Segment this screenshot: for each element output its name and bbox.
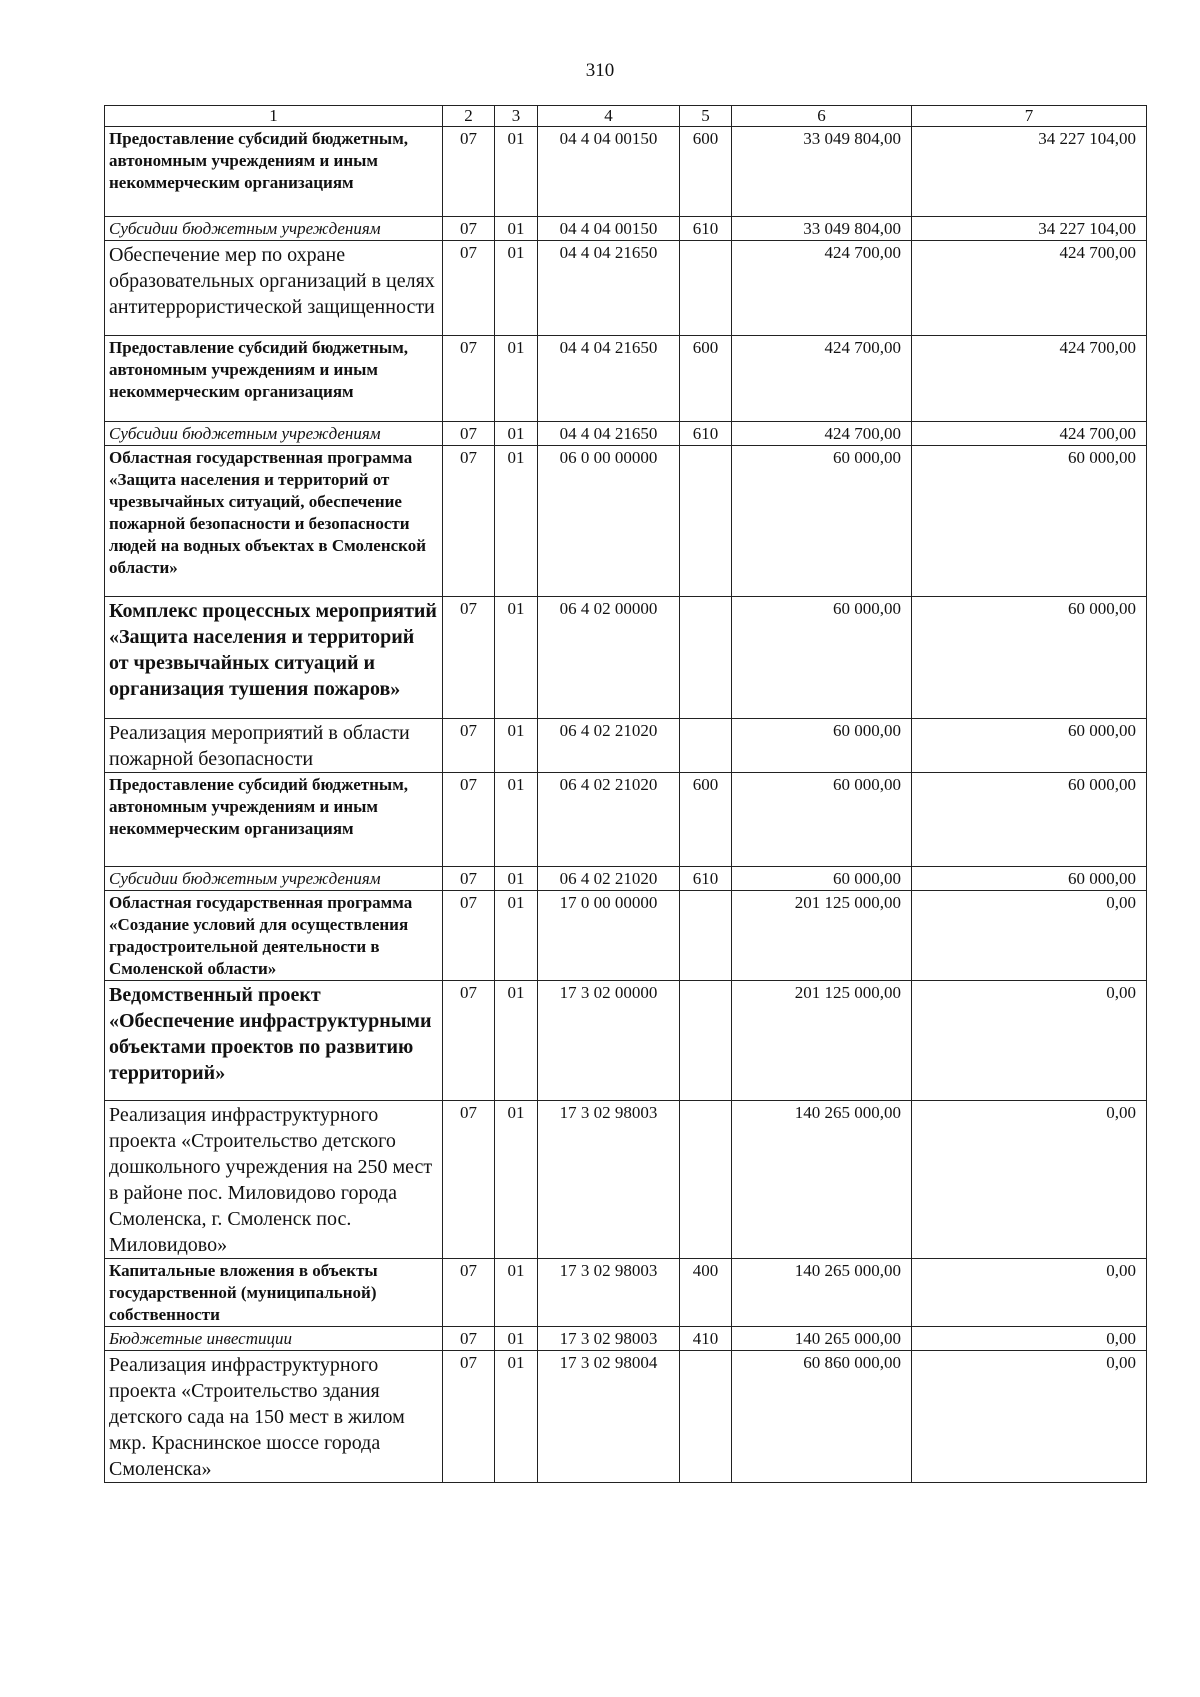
expense-type-cell <box>680 891 732 981</box>
table-row <box>105 1351 1147 1483</box>
expense-type-cell: 610 <box>680 422 732 446</box>
table-row <box>105 127 1147 217</box>
row-name-cell: Ведомственный проект «Обеспечение инфраструктурными объектами проектов по развитию территорий» <box>105 981 443 1101</box>
amount-year2-cell: 60 000,00 <box>912 773 1147 867</box>
table-row <box>105 336 1147 422</box>
subsection-code-cell: 01 <box>495 1259 538 1327</box>
header-col-7: 7 <box>912 106 1147 127</box>
amount-year2-cell: 60 000,00 <box>912 446 1147 597</box>
section-code-cell: 07 <box>443 1351 495 1483</box>
page-number: 310 <box>585 60 615 81</box>
subsection-code-cell: 01 <box>495 422 538 446</box>
target-article-cell: 17 3 02 98004 <box>538 1351 680 1483</box>
amount-year2-cell: 424 700,00 <box>912 422 1147 446</box>
row-name-cell: Комплекс процессных мероприятий «Защита населения и территорий от чрезвычайных ситуаций и организация тушения пожаров» <box>105 597 443 719</box>
amount-year2-cell: 60 000,00 <box>912 867 1147 891</box>
amount-year2-cell: 60 000,00 <box>912 719 1147 773</box>
row-name-cell: Субсидии бюджетным учреждениям <box>105 867 443 891</box>
amount-year1-cell: 60 000,00 <box>732 867 912 891</box>
row-name-cell: Реализация инфраструктурного проекта «Строительство детского дошкольного учреждения на 250 мест в районе пос. Миловидово города Смоленска, г. Смоленск пос. Миловидово» <box>105 1101 443 1259</box>
amount-year1-cell: 33 049 804,00 <box>732 127 912 217</box>
section-code-cell: 07 <box>443 891 495 981</box>
header-col-1: 1 <box>105 106 443 127</box>
table-row <box>105 446 1147 597</box>
amount-year1-cell: 140 265 000,00 <box>732 1101 912 1259</box>
section-code-cell: 07 <box>443 241 495 336</box>
row-name-cell: Обеспечение мер по охране образовательных организаций в целях антитеррористической защищенности <box>105 241 443 336</box>
expense-type-cell <box>680 1351 732 1483</box>
row-name-cell: Капитальные вложения в объекты государственной (муниципальной) собственности <box>105 1259 443 1327</box>
amount-year1-cell: 201 125 000,00 <box>732 981 912 1101</box>
table-row <box>105 981 1147 1101</box>
subsection-code-cell: 01 <box>495 891 538 981</box>
amount-year2-cell: 34 227 104,00 <box>912 127 1147 217</box>
expense-type-cell: 600 <box>680 127 732 217</box>
target-article-cell: 06 4 02 21020 <box>538 867 680 891</box>
section-code-cell: 07 <box>443 217 495 241</box>
target-article-cell: 17 3 02 98003 <box>538 1327 680 1351</box>
section-code-cell: 07 <box>443 336 495 422</box>
table-row <box>105 867 1147 891</box>
expense-type-cell: 410 <box>680 1327 732 1351</box>
amount-year1-cell: 424 700,00 <box>732 241 912 336</box>
amount-year1-cell: 140 265 000,00 <box>732 1327 912 1351</box>
section-code-cell: 07 <box>443 1259 495 1327</box>
section-code-cell: 07 <box>443 1101 495 1259</box>
amount-year1-cell: 60 000,00 <box>732 597 912 719</box>
table-row <box>105 891 1147 981</box>
row-name-cell: Реализация мероприятий в области пожарной безопасности <box>105 719 443 773</box>
target-article-cell: 04 4 04 21650 <box>538 336 680 422</box>
section-code-cell: 07 <box>443 981 495 1101</box>
section-code-cell: 07 <box>443 597 495 719</box>
target-article-cell: 06 4 02 21020 <box>538 773 680 867</box>
subsection-code-cell: 01 <box>495 446 538 597</box>
amount-year1-cell: 60 000,00 <box>732 446 912 597</box>
expense-type-cell <box>680 1101 732 1259</box>
amount-year2-cell: 0,00 <box>912 1351 1147 1483</box>
table-row <box>105 719 1147 773</box>
amount-year2-cell: 60 000,00 <box>912 597 1147 719</box>
target-article-cell: 17 3 02 98003 <box>538 1259 680 1327</box>
target-article-cell: 04 4 04 21650 <box>538 422 680 446</box>
section-code-cell: 07 <box>443 422 495 446</box>
subsection-code-cell: 01 <box>495 597 538 719</box>
table-row <box>105 241 1147 336</box>
target-article-cell: 06 0 00 00000 <box>538 446 680 597</box>
row-name-cell: Предоставление субсидий бюджетным, автономным учреждениям и иным некоммерческим организациям <box>105 127 443 217</box>
subsection-code-cell: 01 <box>495 127 538 217</box>
amount-year1-cell: 424 700,00 <box>732 422 912 446</box>
amount-year2-cell: 424 700,00 <box>912 336 1147 422</box>
row-name-cell: Субсидии бюджетным учреждениям <box>105 422 443 446</box>
amount-year1-cell: 33 049 804,00 <box>732 217 912 241</box>
amount-year2-cell: 0,00 <box>912 1327 1147 1351</box>
header-col-6: 6 <box>732 106 912 127</box>
amount-year1-cell: 60 860 000,00 <box>732 1351 912 1483</box>
target-article-cell: 17 3 02 98003 <box>538 1101 680 1259</box>
amount-year2-cell: 0,00 <box>912 1259 1147 1327</box>
subsection-code-cell: 01 <box>495 867 538 891</box>
row-name-cell: Областная государственная программа «Защита населения и территорий от чрезвычайных ситуаций, обеспечение пожарной безопасности и безопасности людей на водных объектах в Смоленской области» <box>105 446 443 597</box>
expense-type-cell: 610 <box>680 867 732 891</box>
amount-year2-cell: 0,00 <box>912 981 1147 1101</box>
target-article-cell: 06 4 02 21020 <box>538 719 680 773</box>
expense-type-cell: 600 <box>680 336 732 422</box>
section-code-cell: 07 <box>443 127 495 217</box>
amount-year2-cell: 34 227 104,00 <box>912 217 1147 241</box>
amount-year1-cell: 60 000,00 <box>732 773 912 867</box>
section-code-cell: 07 <box>443 1327 495 1351</box>
expense-type-cell <box>680 597 732 719</box>
amount-year2-cell: 0,00 <box>912 891 1147 981</box>
amount-year1-cell: 424 700,00 <box>732 336 912 422</box>
table-row <box>105 773 1147 867</box>
row-name-cell: Субсидии бюджетным учреждениям <box>105 217 443 241</box>
table-row <box>105 1101 1147 1259</box>
expense-type-cell <box>680 719 732 773</box>
target-article-cell: 17 0 00 00000 <box>538 891 680 981</box>
table-row <box>105 217 1147 241</box>
amount-year1-cell: 201 125 000,00 <box>732 891 912 981</box>
table-row <box>105 597 1147 719</box>
section-code-cell: 07 <box>443 446 495 597</box>
header-col-5: 5 <box>680 106 732 127</box>
row-name-cell: Областная государственная программа «Создание условий для осуществления градостроительной деятельности в Смоленской области» <box>105 891 443 981</box>
subsection-code-cell: 01 <box>495 336 538 422</box>
subsection-code-cell: 01 <box>495 1101 538 1259</box>
row-name-cell: Предоставление субсидий бюджетным, автономным учреждениям и иным некоммерческим организациям <box>105 336 443 422</box>
table-row <box>105 1259 1147 1327</box>
row-name-cell: Реализация инфраструктурного проекта «Строительство здания детского сада на 150 мест в жилом мкр. Краснинское шоссе города Смоленска» <box>105 1351 443 1483</box>
subsection-code-cell: 01 <box>495 773 538 867</box>
target-article-cell: 06 4 02 00000 <box>538 597 680 719</box>
subsection-code-cell: 01 <box>495 719 538 773</box>
target-article-cell: 04 4 04 21650 <box>538 241 680 336</box>
expense-type-cell: 610 <box>680 217 732 241</box>
table-row <box>105 422 1147 446</box>
amount-year2-cell: 0,00 <box>912 1101 1147 1259</box>
subsection-code-cell: 01 <box>495 217 538 241</box>
header-col-3: 3 <box>495 106 538 127</box>
header-col-2: 2 <box>443 106 495 127</box>
expense-type-cell <box>680 241 732 336</box>
row-name-cell: Предоставление субсидий бюджетным, автономным учреждениям и иным некоммерческим организациям <box>105 773 443 867</box>
expense-type-cell <box>680 446 732 597</box>
target-article-cell: 04 4 04 00150 <box>538 217 680 241</box>
row-name-cell: Бюджетные инвестиции <box>105 1327 443 1351</box>
section-code-cell: 07 <box>443 773 495 867</box>
subsection-code-cell: 01 <box>495 1351 538 1483</box>
table-header-row <box>105 106 1147 127</box>
section-code-cell: 07 <box>443 719 495 773</box>
target-article-cell: 17 3 02 00000 <box>538 981 680 1101</box>
subsection-code-cell: 01 <box>495 241 538 336</box>
target-article-cell: 04 4 04 00150 <box>538 127 680 217</box>
header-col-4: 4 <box>538 106 680 127</box>
subsection-code-cell: 01 <box>495 981 538 1101</box>
budget-table <box>104 105 1147 1483</box>
table-row <box>105 1327 1147 1351</box>
amount-year1-cell: 140 265 000,00 <box>732 1259 912 1327</box>
section-code-cell: 07 <box>443 867 495 891</box>
subsection-code-cell: 01 <box>495 1327 538 1351</box>
expense-type-cell <box>680 981 732 1101</box>
amount-year1-cell: 60 000,00 <box>732 719 912 773</box>
expense-type-cell: 400 <box>680 1259 732 1327</box>
expense-type-cell: 600 <box>680 773 732 867</box>
amount-year2-cell: 424 700,00 <box>912 241 1147 336</box>
